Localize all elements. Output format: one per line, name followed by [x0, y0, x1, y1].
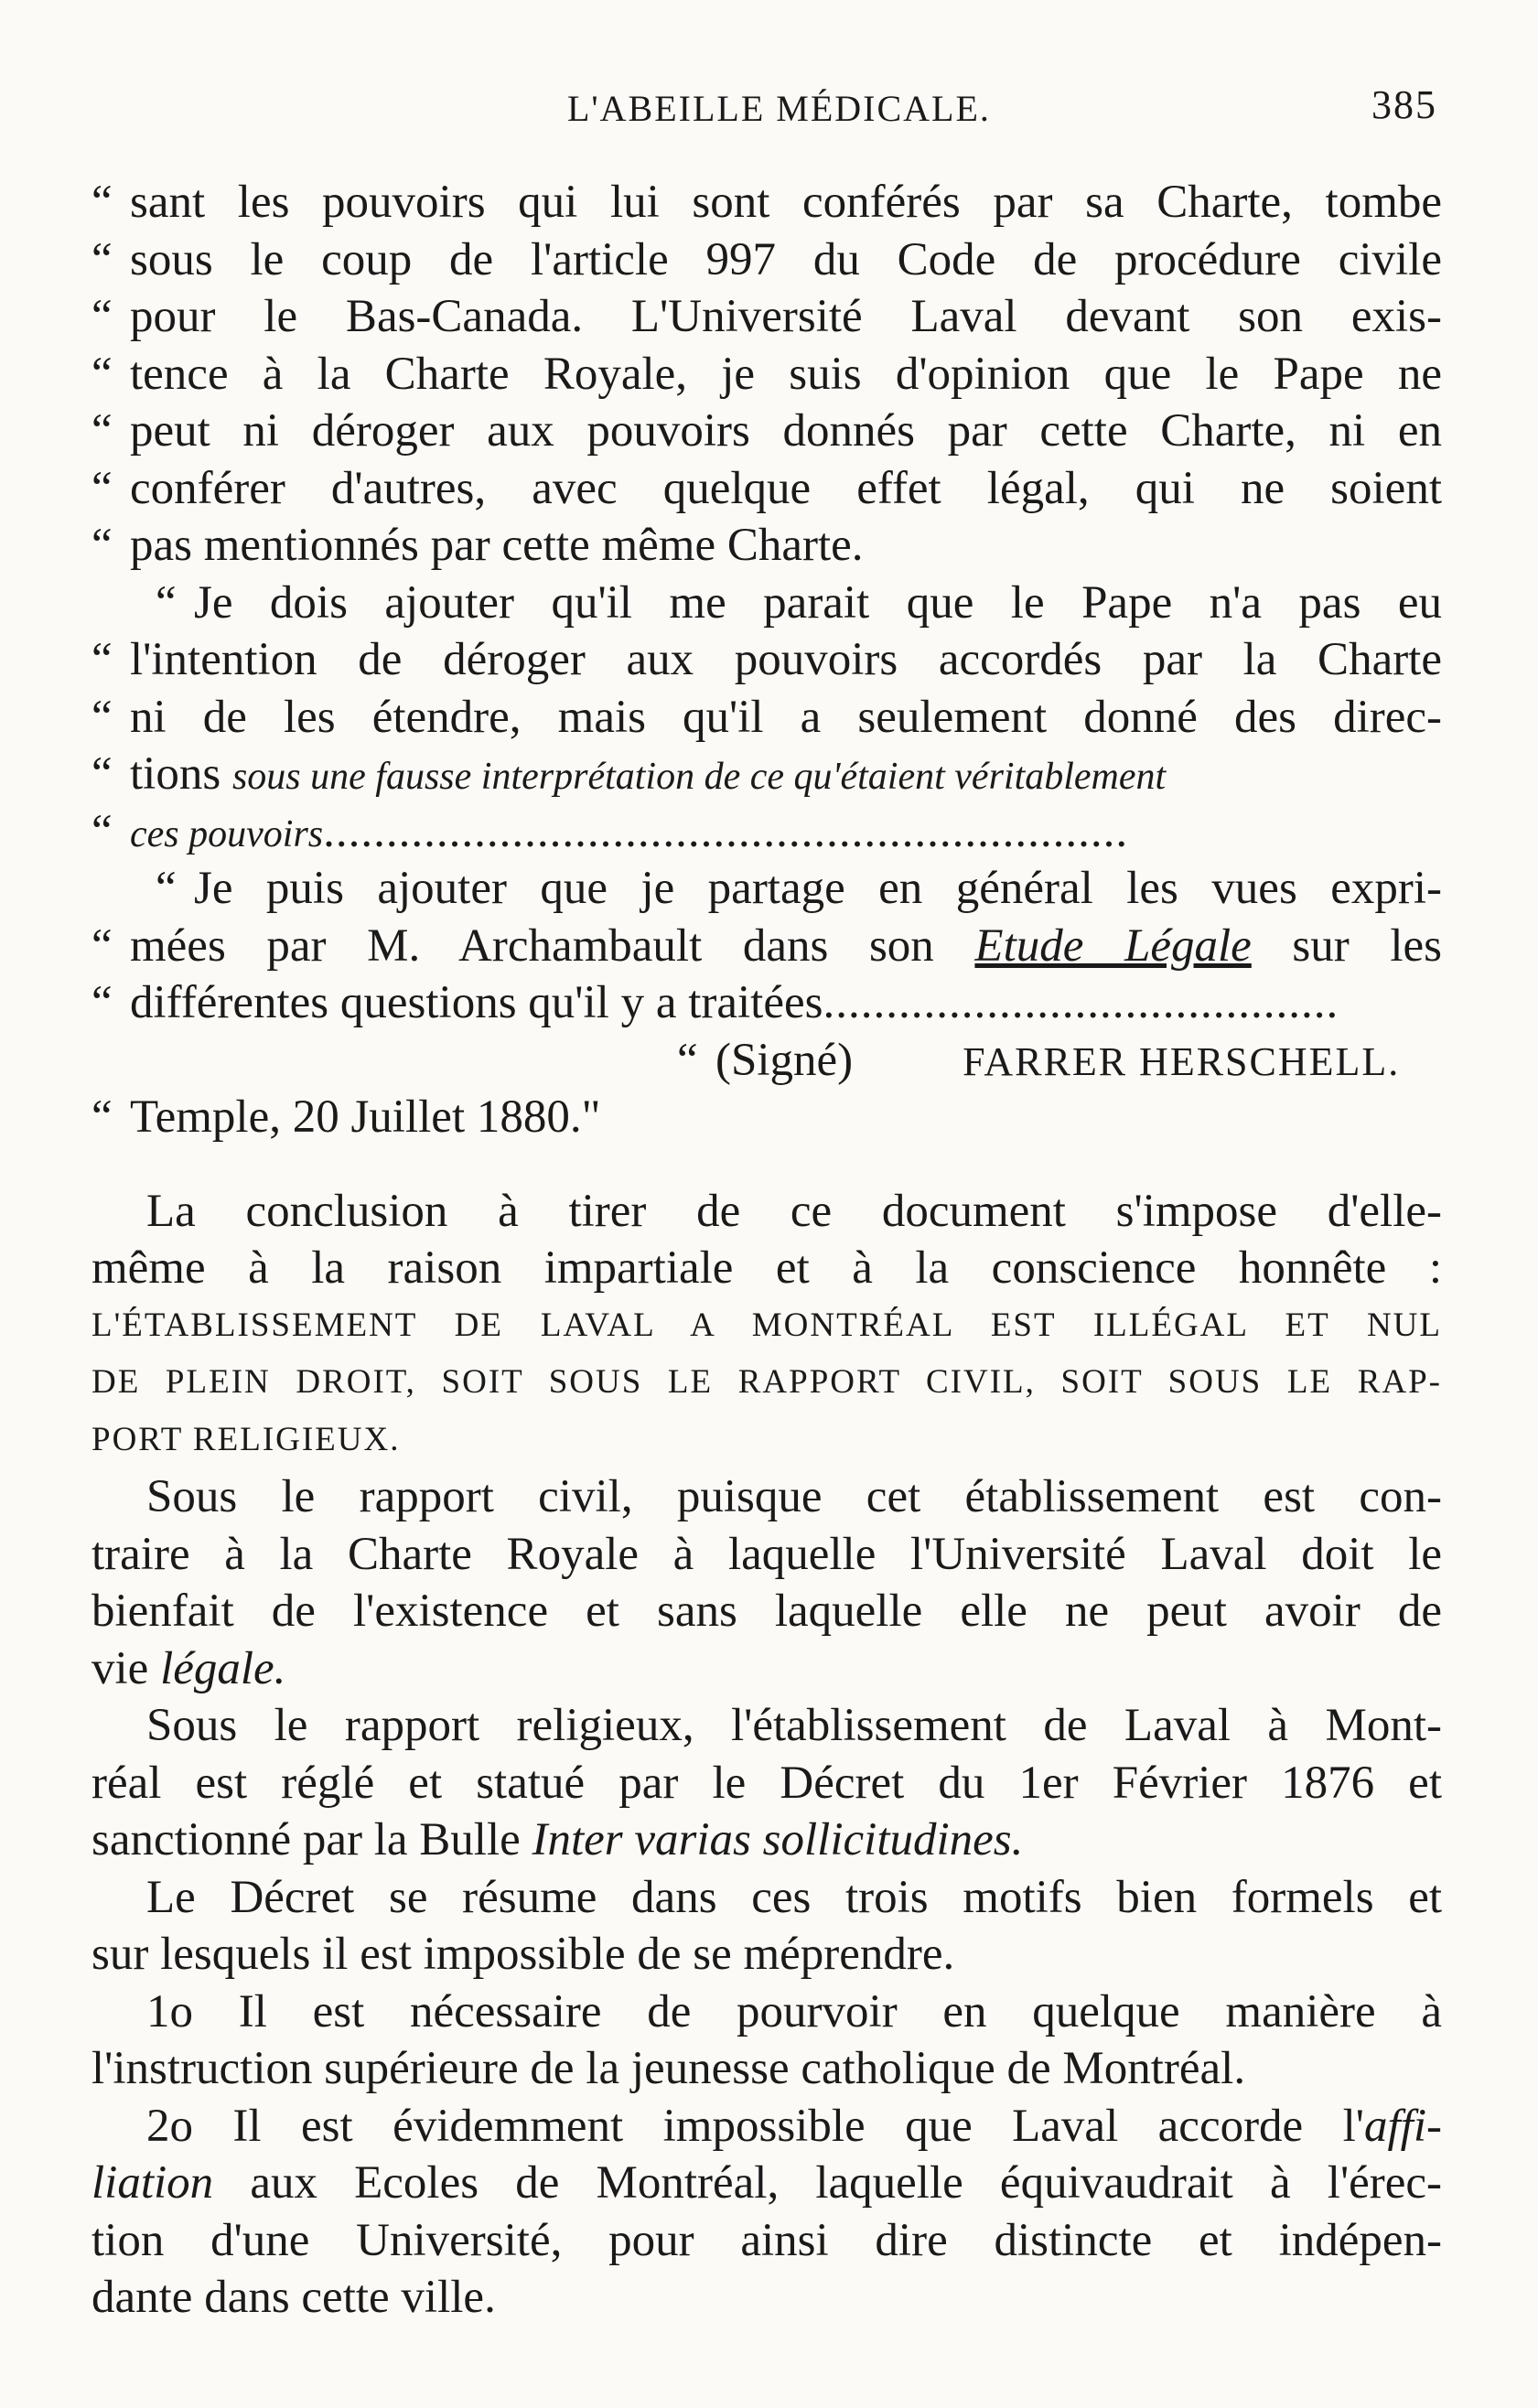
text-line: sanctionné par la Bulle Inter varias sollicitudines. [91, 1814, 1024, 1865]
text-line: Sous le rapport religieux, l'établissement de Laval à Mont- [146, 1700, 1442, 1751]
point-2 [91, 2098, 1442, 2327]
small-caps-line: DE PLEIN DROIT, SOIT SOUS LE RAPPORT CIVIL, SOIT SOUS LE RAP- [91, 1363, 1442, 1401]
quote-line: “ l'intention de déroger aux pouvoirs accordés par la Charte [91, 634, 1442, 685]
small-caps-line: L'ÉTABLISSEMENT DE LAVAL A MONTRÉAL EST ILLÉGAL ET NUL [91, 1306, 1442, 1344]
text-line: La conclusion à tirer de ce document s'impose d'elle- [146, 1185, 1442, 1237]
signer-name: FARRER HERSCHELL. [963, 1038, 1401, 1084]
quote-line: “ peut ni déroger aux pouvoirs donnés par cette Charte, ni en [91, 405, 1442, 457]
text-line: dante dans cette ville. [91, 2272, 496, 2323]
text-line: 2o Il est évidemment impossible que Laval accorde l'affi- [146, 2100, 1442, 2152]
religious-paragraph [91, 1697, 1442, 1869]
text-line: l'instruction supérieure de la jeunesse catholique de Montréal. [91, 2043, 1246, 2094]
decret-paragraph [91, 1869, 1442, 1983]
quote-line: “ sant les pouvoirs qui lui sont conférés par sa Charte, tombe [91, 177, 1442, 228]
quote-line: “ conférer d'autres, avec quelque effet légal, qui ne soient [91, 462, 1442, 514]
quote-line: “ tions sous une fausse interprétation de ce qu'étaient véritablement [91, 748, 1167, 800]
quote-line: “ différentes questions qu'il y a traitées......................................... [91, 977, 1339, 1028]
signature-line: “ (Signé) FARRER HERSCHELL. [677, 1034, 1401, 1086]
quote-line: “ Je dois ajouter qu'il me parait que le Pape n'a pas eu [156, 576, 1442, 629]
text-line: bienfait de l'existence et sans laquelle elle ne peut avoir de [91, 1586, 1442, 1637]
quote-line: “ ces pouvoirs................................................................ [91, 805, 1129, 857]
page-number: 385 [1371, 82, 1437, 127]
quote-line: “ sous le coup de l'article 997 du Code de procédure civile [91, 233, 1442, 285]
running-title: L'ABEILLE MÉDICALE. [567, 88, 991, 129]
conclusion-paragraph [91, 1183, 1442, 1469]
body-text [91, 174, 1442, 2327]
text-line: vie légale. [91, 1642, 286, 1694]
signed-label: (Signé) [715, 1034, 854, 1086]
quote-line: “ pas mentionnés par cette même Charte. [91, 520, 864, 571]
small-caps-line: PORT RELIGIEUX. [91, 1420, 401, 1458]
text-line: 1o Il est nécessaire de pourvoir en quelque manière à [146, 1985, 1442, 2037]
text-line: même à la raison impartiale et à la conscience honnête : [91, 1242, 1442, 1294]
quote-line: “ mées par M. Archambault dans son Etude Légale sur les [91, 919, 1442, 972]
point-1 [91, 1983, 1442, 2098]
quote-line: “ pour le Bas-Canada. L'Université Laval devant son exis- [91, 291, 1442, 342]
text-line: réal est réglé et statué par le Décret du 1er Février 1876 et [91, 1757, 1442, 1809]
text-line: liation aux Ecoles de Montréal, laquelle équivaudrait à l'érec- [91, 2157, 1442, 2209]
text-line: Le Décret se résume dans ces trois motifs bien formels et [146, 1871, 1442, 1923]
civil-paragraph [91, 1468, 1442, 1697]
text-line: tion d'une Université, pour ainsi dire distincte et indépen- [91, 2214, 1442, 2266]
quote-line: “ tence à la Charte Royale, je suis d'opinion que le Pape ne [91, 348, 1442, 400]
quote-date: “ Temple, 20 Juillet 1880." [91, 1091, 601, 1143]
page-header [91, 78, 1447, 133]
text-line: traire à la Charte Royale à laquelle l'Université Laval doit le [91, 1528, 1442, 1580]
text-line: sur lesquels il est impossible de se méprendre. [91, 1929, 955, 1980]
text-line: Sous le rapport civil, puisque cet établissement est con- [146, 1471, 1442, 1522]
quote-line: “ Je puis ajouter que je partage en général les vues expri- [156, 863, 1442, 914]
quote-line: “ ni de les étendre, mais qu'il a seulement donné des direc- [91, 691, 1442, 743]
quoted-opinion [91, 174, 1442, 1146]
